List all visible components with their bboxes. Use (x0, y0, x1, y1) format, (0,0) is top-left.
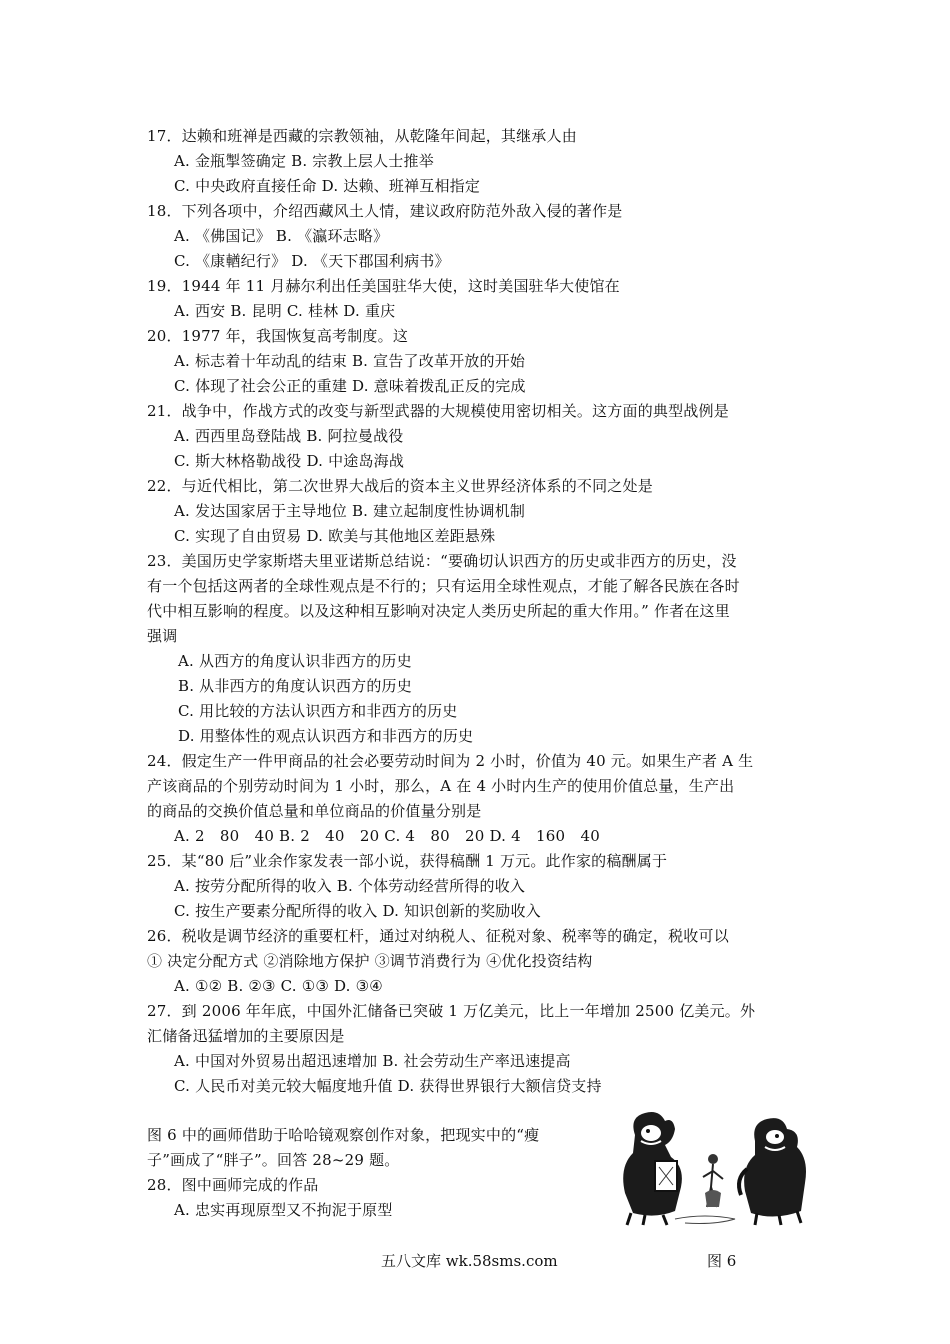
question-18: 18．下列各项中，介绍西藏风土人情，建议政府防范外敌入侵的著作是 (147, 202, 623, 220)
question-26-items: ① 决定分配方式 ②消除地方保护 ③调节消费行为 ④优化投资结构 (147, 952, 593, 970)
question-24-line-3: 的商品的交换价值总量和单位商品的价值量分别是 (147, 802, 482, 820)
option-23-d: D. 用整体性的观点认识西方和非西方的历史 (178, 727, 474, 745)
question-25: 25．某“80 后”业余作家发表一部小说，获得稿酬 1 万元。此作家的稿酬属于 (147, 852, 668, 870)
question-23-line-3: 代中相互影响的程度。以及这种相互影响对决定人类历史所起的重大作用。” 作者在这里 (147, 602, 730, 620)
question-17: 17．达赖和班禅是西藏的宗教领袖，从乾隆年间起，其继承人由 (147, 127, 577, 145)
question-22: 22．与近代相比，第二次世界大战后的资本主义世界经济体系的不同之处是 (147, 477, 653, 495)
options-21-cd: C. 斯大林格勒战役 D. 中途岛海战 (174, 452, 405, 470)
options-20-cd: C. 体现了社会公正的重建 D. 意味着拨乱正反的完成 (174, 377, 526, 395)
option-23-b: B. 从非西方的角度认识西方的历史 (178, 677, 412, 695)
options-20-ab: A. 标志着十年动乱的结束 B. 宣告了改革开放的开始 (174, 352, 526, 370)
figure-intro-line-2: 子”画成了“胖子”。回答 28~29 题。 (147, 1151, 400, 1169)
question-24-line-1: 24．假定生产一件甲商品的社会必要劳动时间为 2 小时，价值为 40 元。如果生产者 A 生 (147, 752, 754, 770)
question-27-line-1: 27．到 2006 年年底，中国外汇储备已突破 1 万亿美元，比上一年增加 2500 亿美元。外 (147, 1002, 756, 1020)
question-28: 28．图中画师完成的作品 (147, 1176, 319, 1194)
options-17-ab: A. 金瓶掣签确定 B. 宗教上层人士推举 (174, 152, 434, 170)
options-22-cd: C. 实现了自由贸易 D. 欧美与其他地区差距悬殊 (174, 527, 496, 545)
options-27-cd: C. 人民币对美元较大幅度地升值 D. 获得世界银行大额信贷支持 (174, 1077, 602, 1095)
figure-6-cartoon-image (615, 1107, 815, 1229)
options-18-ab: A. 《佛国记》 B. 《瀛环志略》 (174, 227, 389, 245)
question-27-line-2: 汇储备迅猛增加的主要原因是 (147, 1027, 345, 1045)
option-28-a: A. 忠实再现原型又不拘泥于原型 (174, 1201, 393, 1219)
option-23-a: A. 从西方的角度认识非西方的历史 (178, 652, 412, 670)
options-21-ab: A. 西西里岛登陆战 B. 阿拉曼战役 (174, 427, 404, 445)
question-20: 20．1977 年，我国恢复高考制度。这 (147, 327, 409, 345)
options-25-ab: A. 按劳分配所得的收入 B. 个体劳动经营所得的收入 (174, 877, 526, 895)
options-19: A. 西安 B. 昆明 C. 桂林 D. 重庆 (174, 302, 396, 320)
question-24-line-2: 产该商品的个别劳动时间为 1 小时，那么，A 在 4 小时内生产的使用价值总量，生产出 (147, 777, 735, 795)
options-22-ab: A. 发达国家居于主导地位 B. 建立起制度性协调机制 (174, 502, 526, 520)
options-27-ab: A. 中国对外贸易出超迅速增加 B. 社会劳动生产率迅速提高 (174, 1052, 571, 1070)
options-25-cd: C. 按生产要素分配所得的收入 D. 知识创新的奖励收入 (174, 902, 541, 920)
options-24: A. 2 80 40 B. 2 40 20 C. 4 80 20 D. 4 160 40 (174, 827, 600, 845)
question-23-line-2: 有一个包括这两者的全球性观点是不行的；只有运用全球性观点，才能了解各民族在各时 (147, 577, 740, 595)
question-19: 19．1944 年 11 月赫尔利出任美国驻华大使，这时美国驻华大使馆在 (147, 277, 620, 295)
question-21: 21．战争中，作战方式的改变与新型武器的大规模使用密切相关。这方面的典型战例是 (147, 402, 729, 420)
options-17-cd: C. 中央政府直接任命 D. 达赖、班禅互相指定 (174, 177, 481, 195)
question-23-line-4: 强调 (147, 627, 178, 645)
footer-site-name: 五八文库 wk.58sms.com (381, 1252, 558, 1270)
option-23-c: C. 用比较的方法认识西方和非西方的历史 (178, 702, 458, 720)
figure-6-label: 图 6 (707, 1252, 737, 1270)
figure-intro-line-1: 图 6 中的画师借助于哈哈镜观察创作对象，把现实中的“瘦 (147, 1126, 540, 1144)
question-26: 26．税收是调节经济的重要杠杆，通过对纳税人、征税对象、税率等的确定，税收可以 (147, 927, 729, 945)
options-18-cd: C. 《康輶纪行》 D. 《天下郡国利病书》 (174, 252, 450, 270)
question-23-line-1: 23．美国历史学家斯塔夫里亚诺斯总结说：“要确切认识西方的历史或非西方的历史，没 (147, 552, 737, 570)
options-26: A. ①② B. ②③ C. ①③ D. ③④ (174, 977, 383, 995)
